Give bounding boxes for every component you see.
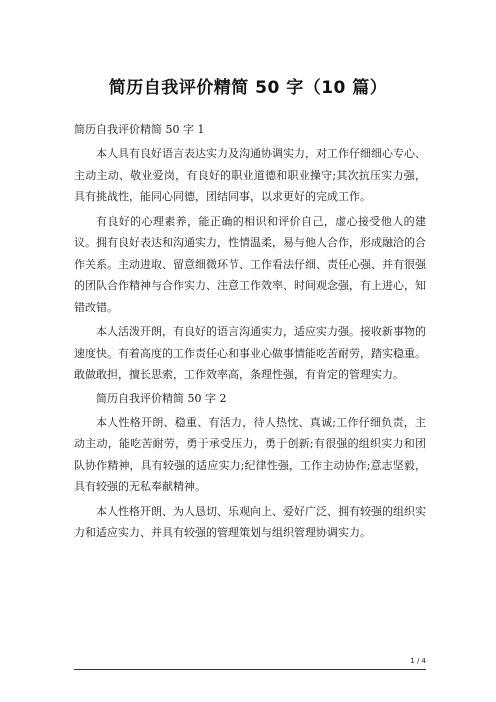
paragraph: 有良好的心理素养，能正确的相识和评价自己，虚心接受他人的建议。拥有良好表达和沟通实力，性情温柔，易与他人合作，形成融洽的合作关系。主动进取、留意细微环节、工作看法仔细、责任心强、并有很强的团队合作精神与合作实力、注意工作效率、时间观念强，有上进心，知错改错。 xyxy=(74,214,426,314)
footer-divider xyxy=(74,669,426,670)
page-number: 1 / 4 xyxy=(410,657,426,665)
section-heading-1: 简历自我评价精简 50 字 1 xyxy=(74,123,205,136)
document-body xyxy=(74,120,426,547)
section-heading-2: 简历自我评价精简 50 字 2 xyxy=(96,391,227,405)
document-title: 简历自我评价精简 50 字（10 篇） xyxy=(108,78,388,98)
paragraph: 本人具有良好语言表达实力及沟通协调实力，对工作仔细细心专心、主动主动、敬业爱岗，有良好的职业道德和职业操守;其次抗压实力强，具有挑战性，能同心同德，团结同事，以求更好的完成工作。 xyxy=(74,147,426,203)
paragraph: 本人活泼开朗，有良好的语言沟通实力，适应实力强。接收新事物的速度快。有着高度的工作责任心和事业心做事情能吃苦耐劳，踏实稳重。敢做敢担，擅长思索，工作效率高，条理性强，有肯定的管理实力。 xyxy=(74,325,426,381)
paragraph: 本人性格开朗、稳重、有活力，待人热忱、真诚;工作仔细负责，主动主动，能吃苦耐劳，勇于承受压力，勇于创新;有很强的组织实力和团队协作精神，具有较强的适应实力;纪律性强，工作主动协作;意志坚毅，具有较强的无私奉献精神。 xyxy=(74,415,426,493)
paragraph: 本人性格开朗、为人恳切、乐观向上、爱好广泛、拥有较强的组织实力和适应实力、并具有较强的管理策划与组织管理协调实力。 xyxy=(74,504,426,539)
